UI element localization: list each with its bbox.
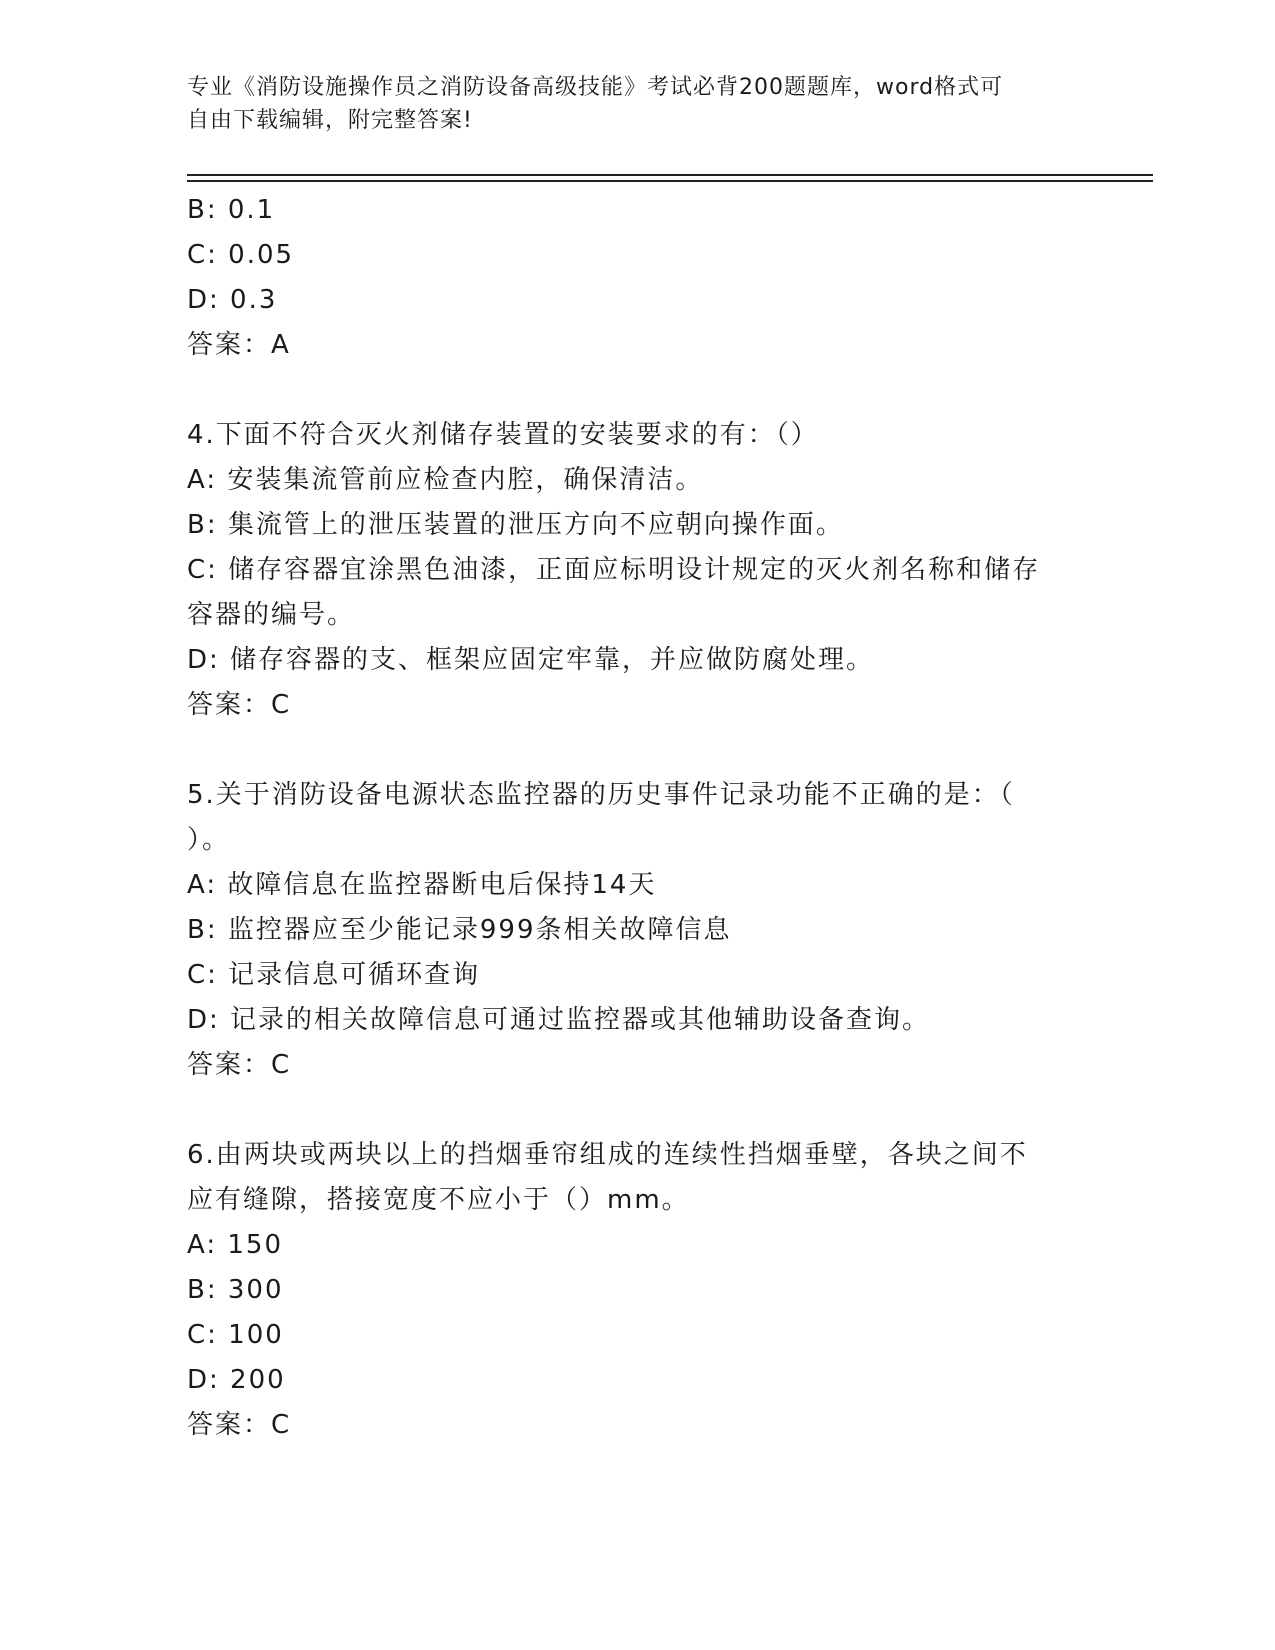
question-text: 5.关于消防设备电源状态监控器的历史事件记录功能不正确的是：（ <box>187 780 1015 810</box>
option-a: A: 故障信息在监控器断电后保持14天 <box>187 870 657 900</box>
option-c: C: 100 <box>187 1320 284 1350</box>
option-a: A: 150 <box>187 1230 283 1260</box>
question-5 <box>187 773 1087 1088</box>
option-d: D: 记录的相关故障信息可通过监控器或其他辅助设备查询。 <box>187 1005 931 1035</box>
answer: 答案：C <box>187 1410 292 1440</box>
option-b: B: 集流管上的泄压装置的泄压方向不应朝向操作面。 <box>187 510 844 540</box>
option-c: C: 0.05 <box>187 240 295 270</box>
question-text: 6.由两块或两块以上的挡烟垂帘组成的连续性挡烟垂壁，各块之间不 <box>187 1140 1028 1170</box>
header-divider-top <box>187 174 1153 176</box>
answer: 答案：C <box>187 690 292 720</box>
option-b: B: 300 <box>187 1275 284 1305</box>
header-title-line-2: 自由下载编辑，附完整答案! <box>187 108 473 133</box>
option-c: C: 记录信息可循环查询 <box>187 960 481 990</box>
option-b: B: 监控器应至少能记录999条相关故障信息 <box>187 915 732 945</box>
header-divider-bottom <box>187 180 1153 182</box>
option-d: D: 储存容器的支、框架应固定牢靠，并应做防腐处理。 <box>187 645 875 675</box>
option-d: D: 200 <box>187 1365 286 1395</box>
question-4 <box>187 413 1087 728</box>
answer: 答案：A <box>187 330 291 360</box>
option-b: B: 0.1 <box>187 195 276 225</box>
option-c-continued: 容器的编号。 <box>187 600 356 630</box>
question-text-continued: 应有缝隙，搭接宽度不应小于（）mm。 <box>187 1185 690 1215</box>
question-text-continued: ）。 <box>187 825 231 855</box>
question-3-tail <box>187 188 1087 368</box>
answer: 答案：C <box>187 1050 292 1080</box>
question-text: 4.下面不符合灭火剂储存装置的安装要求的有：（） <box>187 420 819 450</box>
option-d: D: 0.3 <box>187 285 278 315</box>
spacer <box>187 368 1087 413</box>
header-title-line-1: 专业《消防设施操作员之消防设备高级技能》考试必背200题题库，word格式可 <box>187 75 1004 100</box>
spacer <box>187 1088 1087 1133</box>
page-header <box>187 71 1087 137</box>
question-list <box>187 188 1087 1448</box>
question-6 <box>187 1133 1087 1448</box>
spacer <box>187 728 1087 773</box>
option-a: A: 安装集流管前应检查内腔，确保清洁。 <box>187 465 704 495</box>
option-c: C: 储存容器宜涂黑色油漆，正面应标明设计规定的灭火剂名称和储存 <box>187 555 1041 585</box>
